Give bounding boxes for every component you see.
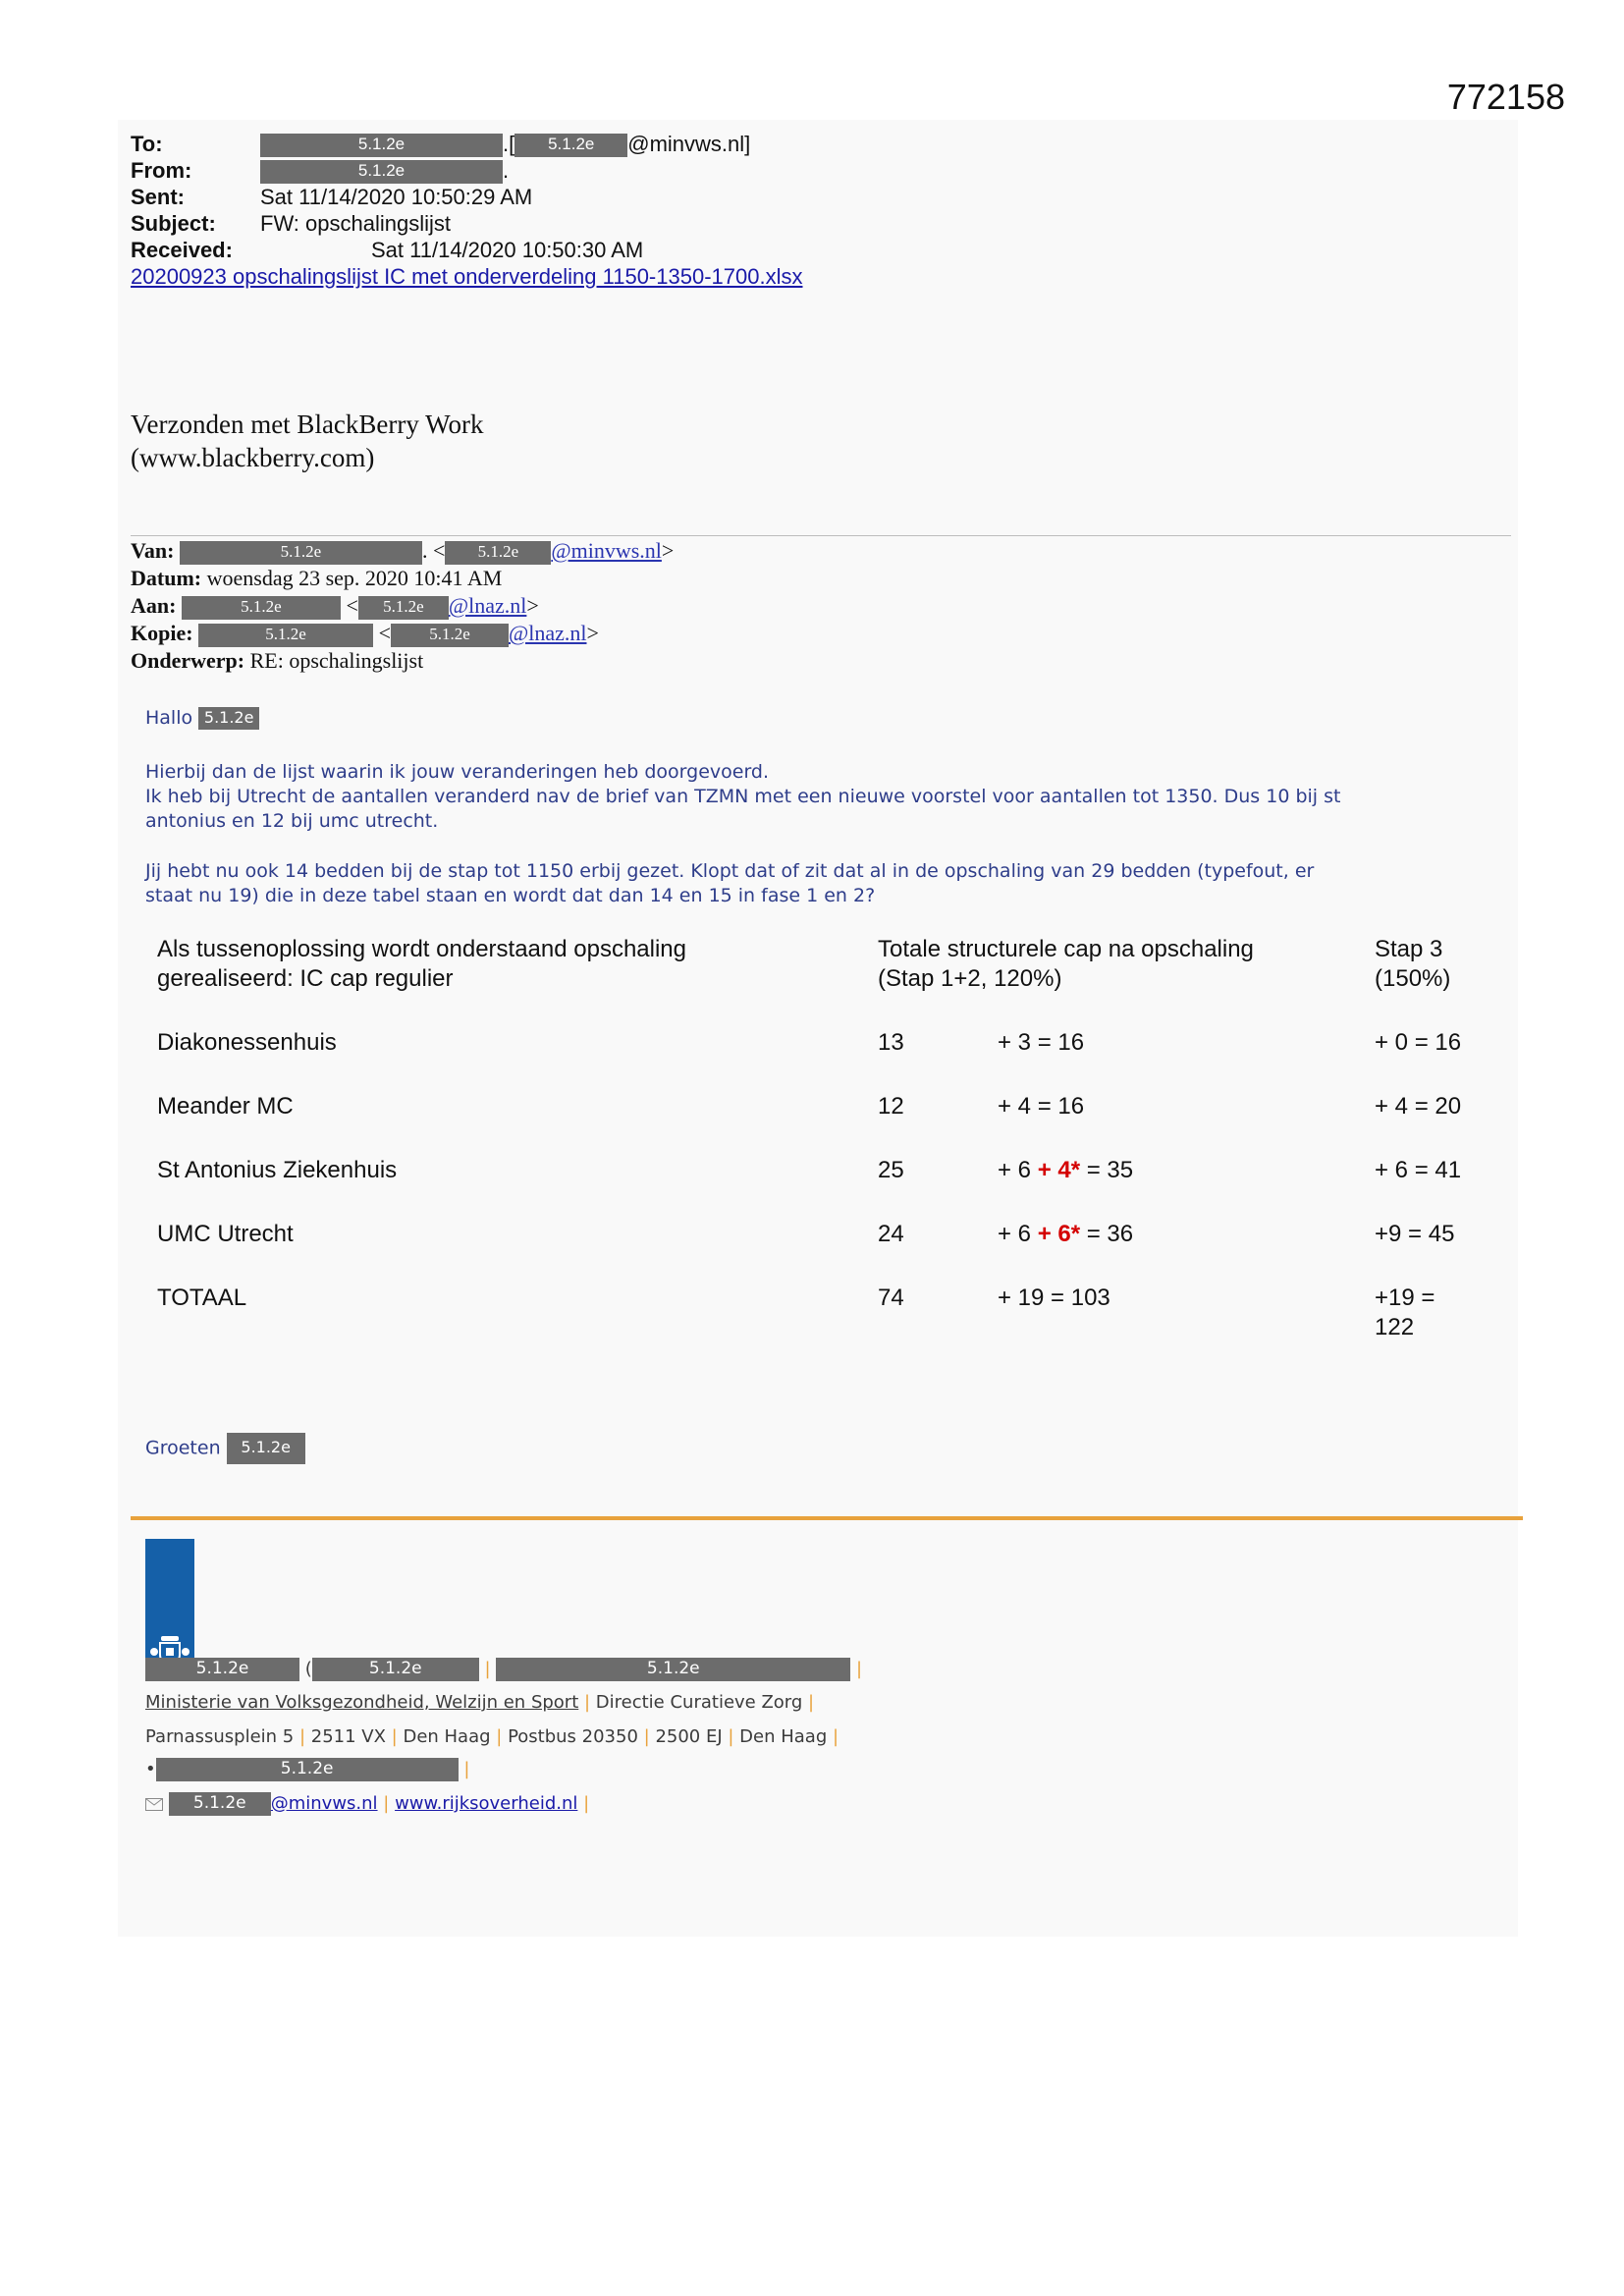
added-text: + 19 = 103 — [998, 1285, 1110, 1311]
punct: < — [340, 593, 358, 618]
onderwerp-value: RE: opschalingslijst — [249, 648, 424, 673]
separator: | — [578, 1692, 596, 1713]
punct: > — [586, 621, 599, 645]
spacer-row — [157, 994, 1492, 1028]
ministry-link[interactable]: Ministerie van Volksgezondheid, Welzijn en Sport — [145, 1692, 579, 1713]
datum-row — [131, 565, 674, 592]
signature-name-row — [145, 1658, 862, 1681]
bullet: • — [145, 1759, 156, 1779]
redaction: 5.1.2e — [145, 1658, 299, 1681]
table-header-row — [157, 935, 1492, 994]
postbus: Postbus 20350 — [508, 1726, 638, 1747]
table-row — [157, 1092, 1492, 1121]
header-text: (Stap 1+2, 120%) — [878, 965, 1062, 992]
greeting-row — [145, 706, 259, 731]
separator: | — [377, 1793, 396, 1814]
base-cap: 13 — [878, 1029, 904, 1056]
stap3-cap: + 6 = 41 — [1375, 1157, 1462, 1183]
stap3-cap: + 0 = 16 — [1375, 1029, 1462, 1056]
paragraph-1-line: Ik heb bij Utrecht de aantallen veranderd nav de brief van TZMN met een nieuwe voorstel voor aantallen tot 1350. Dus 10 bij st — [145, 786, 1341, 807]
punct: < — [373, 621, 391, 645]
punct: . < — [421, 538, 446, 563]
punct: > — [526, 593, 539, 618]
base-cap: 24 — [878, 1221, 904, 1247]
email-link[interactable]: @minvws.nl — [270, 1793, 378, 1814]
blackberry-footer — [131, 408, 483, 474]
separator: | — [478, 1659, 497, 1679]
paragraph-2-line: staat nu 19) die in deze tabel staan en wordt dat dan 14 en 15 in fase 1 en 2? — [145, 885, 876, 906]
table-row — [157, 1028, 1492, 1058]
postcode: 2511 VX — [310, 1726, 386, 1747]
redaction: 5.1.2e — [169, 1792, 271, 1816]
signature-phone-row — [145, 1758, 469, 1781]
redaction: 5.1.2e — [198, 707, 259, 730]
divider — [131, 535, 1511, 536]
added-text: + 6 — [998, 1157, 1038, 1183]
from-label: From: — [131, 158, 192, 183]
redaction: 5.1.2e — [514, 134, 627, 157]
forwarded-header — [131, 537, 674, 675]
signature-address-row — [145, 1725, 839, 1749]
onderwerp-row — [131, 647, 674, 675]
closing-row — [145, 1433, 305, 1464]
city: Den Haag — [403, 1726, 491, 1747]
added-text: + 4 = 16 — [998, 1093, 1085, 1120]
hospital-name: Meander MC — [157, 1093, 294, 1120]
redaction: 5.1.2e — [260, 160, 503, 184]
department: Directie Curatieve Zorg — [595, 1692, 803, 1713]
header-cell — [157, 935, 878, 994]
stap3-cap: + 4 = 20 — [1375, 1093, 1462, 1120]
onderwerp-label: Onderwerp: — [131, 648, 245, 673]
paragraph-2 — [145, 859, 1314, 908]
document-number: 772158 — [1446, 77, 1565, 117]
stap3-cap — [1375, 1284, 1492, 1342]
orange-rule — [131, 1516, 1523, 1520]
header-text: Totale structurele cap na opschaling — [878, 936, 1254, 962]
added-cap — [998, 1028, 1375, 1058]
separator: | — [722, 1726, 740, 1747]
header-cell — [878, 935, 1375, 994]
blackberry-line2: (www.blackberry.com) — [131, 443, 375, 472]
header-text: gerealiseerd: IC cap regulier — [157, 965, 454, 992]
added-cap — [998, 1092, 1375, 1121]
header-text: Stap 3 — [1375, 936, 1443, 962]
signature-org-row — [145, 1691, 814, 1715]
separator: | — [637, 1726, 656, 1747]
stap3-text: +19 = — [1375, 1285, 1435, 1311]
separator: | — [385, 1726, 404, 1747]
separator: | — [802, 1692, 815, 1713]
to-row — [131, 131, 802, 157]
added-cap — [998, 1220, 1375, 1249]
website-link[interactable]: www.rijksoverheid.nl — [395, 1793, 578, 1814]
punct: . — [503, 158, 510, 183]
redaction: 5.1.2e — [260, 134, 503, 157]
stap3-cap: +9 = 45 — [1375, 1221, 1455, 1247]
subject-row — [131, 210, 802, 237]
paragraph-2-line: Jij hebt nu ook 14 bedden bij de stap tot 1150 erbij gezet. Klopt dat of zit dat al in de opschaling van 29 bedden (typefout, er — [145, 860, 1315, 882]
postbus-city: Den Haag — [739, 1726, 828, 1747]
blackberry-line1: Verzonden met BlackBerry Work — [131, 410, 484, 439]
datum-label: Datum: — [131, 566, 202, 590]
hospital-name: St Antonius Ziekenhuis — [157, 1157, 398, 1183]
to-label: To: — [131, 132, 163, 156]
datum-value: woensdag 23 sep. 2020 10:41 AM — [206, 566, 503, 590]
attachment-row — [131, 263, 802, 290]
envelope-icon — [145, 1798, 163, 1811]
redaction: 5.1.2e — [312, 1658, 479, 1681]
spacer-row — [157, 1249, 1492, 1284]
added-text: + 6 — [998, 1221, 1038, 1247]
van-row — [131, 537, 674, 565]
added-red: + 4* — [1037, 1157, 1081, 1183]
table-row — [157, 1156, 1492, 1185]
separator: | — [490, 1726, 509, 1747]
spacer-row — [157, 1121, 1492, 1156]
paragraph-1-line: antonius en 12 bij umc utrecht. — [145, 810, 439, 832]
table-row — [157, 1220, 1492, 1249]
redaction: 5.1.2e — [182, 596, 341, 620]
sent-value: Sat 11/14/2020 10:50:29 AM — [260, 185, 533, 209]
redaction: 5.1.2e — [180, 541, 422, 565]
redaction: 5.1.2e — [156, 1758, 459, 1781]
stap3-total: 122 — [1375, 1314, 1415, 1340]
kopie-email-link[interactable]: @lnaz.nl — [508, 621, 587, 645]
aan-label: Aan: — [131, 593, 177, 618]
received-label: Received: — [131, 238, 233, 262]
separator: | — [294, 1726, 311, 1747]
redaction: 5.1.2e — [445, 541, 551, 565]
punct: .[ — [503, 132, 515, 156]
capacity-table — [157, 935, 1492, 1342]
hospital-name: Diakonessenhuis — [157, 1029, 337, 1056]
spacer-row — [157, 1058, 1492, 1092]
kopie-label: Kopie: — [131, 621, 193, 645]
to-suffix: @minvws.nl] — [627, 132, 751, 156]
van-label: Van: — [131, 538, 175, 563]
base-cap: 12 — [878, 1093, 904, 1120]
redaction: 5.1.2e — [198, 624, 373, 647]
added-cap — [998, 1156, 1375, 1185]
van-email-link[interactable]: @minvws.nl — [551, 538, 662, 563]
paragraph-1 — [145, 760, 1340, 834]
added-text: + 3 = 16 — [998, 1029, 1085, 1056]
punct: > — [661, 538, 675, 563]
redaction: 5.1.2e — [496, 1658, 850, 1681]
aan-email-link[interactable]: @lnaz.nl — [448, 593, 527, 618]
hospital-name: TOTAAL — [157, 1285, 247, 1311]
added-cap — [998, 1284, 1375, 1342]
base-cap: 25 — [878, 1157, 904, 1183]
subject-label: Subject: — [131, 211, 216, 236]
added-total: = 35 — [1080, 1157, 1134, 1183]
separator: | — [577, 1793, 590, 1814]
aan-row — [131, 592, 674, 620]
subject-value: FW: opschalingslijst — [260, 211, 451, 236]
added-red: + 6* — [1037, 1221, 1081, 1247]
address: Parnassusplein 5 — [145, 1726, 295, 1747]
spacer-row — [157, 1185, 1492, 1220]
received-row — [131, 237, 802, 263]
redaction: 5.1.2e — [391, 624, 509, 647]
base-cap: 74 — [878, 1285, 904, 1311]
kopie-row — [131, 620, 674, 647]
closing: Groeten — [145, 1437, 221, 1459]
signature-contact-row — [145, 1792, 589, 1816]
added-total: = 36 — [1080, 1221, 1134, 1247]
separator: | — [850, 1659, 863, 1679]
punct: ( — [299, 1659, 312, 1679]
separator: | — [827, 1726, 839, 1747]
email-header — [131, 131, 802, 290]
sent-label: Sent: — [131, 185, 185, 209]
paragraph-1-line: Hierbij dan de lijst waarin ik jouw veranderingen heb doorgevoerd. — [145, 761, 770, 783]
hospital-name: UMC Utrecht — [157, 1221, 294, 1247]
received-value: Sat 11/14/2020 10:50:30 AM — [371, 238, 644, 262]
sent-row — [131, 184, 802, 210]
redaction: 5.1.2e — [358, 596, 449, 620]
header-text: Als tussenoplossing wordt onderstaand opschaling — [157, 936, 687, 962]
header-text: (150%) — [1375, 965, 1451, 992]
redaction: 5.1.2e — [227, 1433, 305, 1464]
attachment-link[interactable]: 20200923 opschalingslijst IC met onderverdeling 1150-1350-1700.xlsx — [131, 264, 803, 289]
greeting: Hallo — [145, 707, 193, 729]
table-row-total — [157, 1284, 1492, 1342]
postbus-code: 2500 EJ — [655, 1726, 723, 1747]
header-cell — [1375, 935, 1492, 994]
from-row — [131, 157, 802, 184]
separator: | — [458, 1759, 470, 1779]
